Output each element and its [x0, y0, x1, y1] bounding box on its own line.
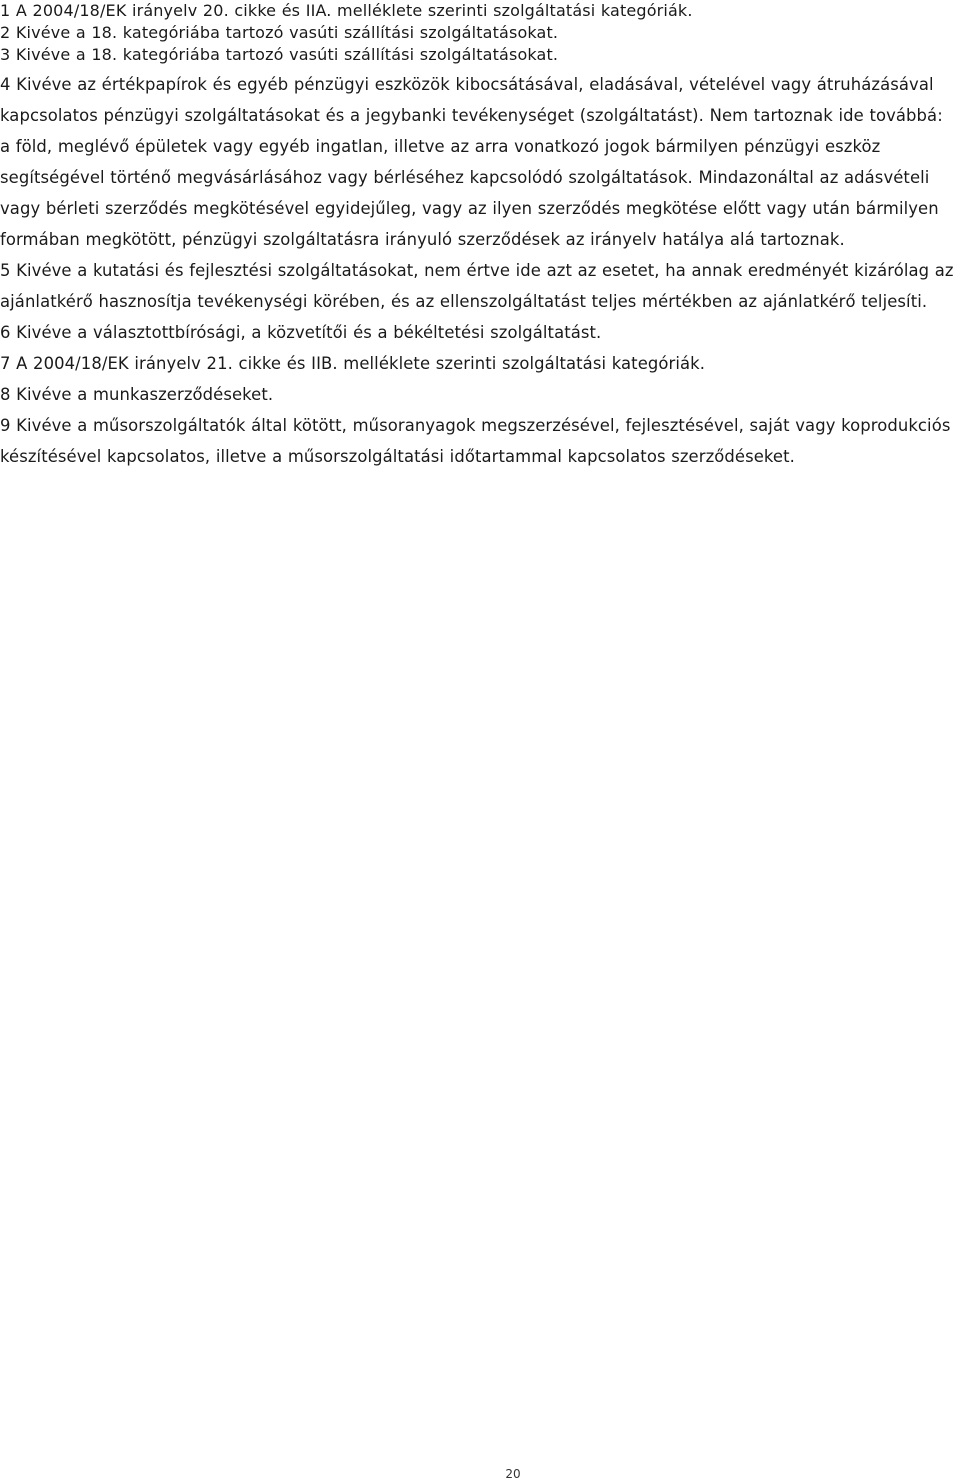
footnote-7: 7 A 2004/18/EK irányelv 21. cikke és IIB. melléklete szerinti szolgáltatási kategóriák. [0, 354, 706, 373]
page-number: 20 [505, 1467, 521, 1481]
footnote-9: 9 Kivéve a műsorszolgáltatók által kötött, műsoranyagok megszerzésével, fejlesztésével, saját vagy koprodukciós készítésével kapcsolatos, illetve a műsorszolgáltatási időtartammal kapcsolatos szerződéseket. [0, 416, 951, 466]
footnote-8: 8 Kivéve a munkaszerződéseket. [0, 385, 274, 404]
footnote-5: 5 Kivéve a kutatási és fejlesztési szolgáltatásokat, nem értve ide azt az esetet, ha annak eredményét kizárólag az ajánlatkérő hasznosítja tevékenységi körében, és az ellenszolgáltatást teljes mértékben az ajánlatkérő teljesíti. [0, 261, 954, 311]
footnote-3: 3 Kivéve a 18. kategóriába tartozó vasúti szállítási szolgáltatásokat. [0, 45, 559, 64]
footnote-2: 2 Kivéve a 18. kategóriába tartozó vasúti szállítási szolgáltatásokat. [0, 23, 559, 42]
footnote-4: 4 Kivéve az értékpapírok és egyéb pénzügyi eszközök kibocsátásával, eladásával, vételével vagy átruházásával kapcsolatos pénzügyi szolgáltatásokat és a jegybanki tevékenységet (szolgáltatást). Nem tartoznak ide továbbá: a föld, meglévő épületek vagy egyéb ingatlan, illetve az arra vonatkozó jogok bármilyen pénzügyi eszköz segítségével történő megvásárlásához vagy bérléséhez kapcsolódó szolgáltatások. Mindazonáltal az adásvételi vagy bérleti szerződés megkötésével egyidejűleg, vagy az ilyen szerződés megkötése előtt vagy után bármilyen formában megkötött, pénzügyi szolgáltatásra irányuló szerződések az irányelv hatálya alá tartoznak. [0, 75, 943, 249]
footnotes-section [0, 0, 958, 472]
footnote-1: 1 A 2004/18/EK irányelv 20. cikke és IIA. melléklete szerinti szolgáltatási kategóriák. [0, 1, 693, 20]
footnote-6: 6 Kivéve a választottbírósági, a közvetítői és a békéltetési szolgáltatást. [0, 323, 602, 342]
